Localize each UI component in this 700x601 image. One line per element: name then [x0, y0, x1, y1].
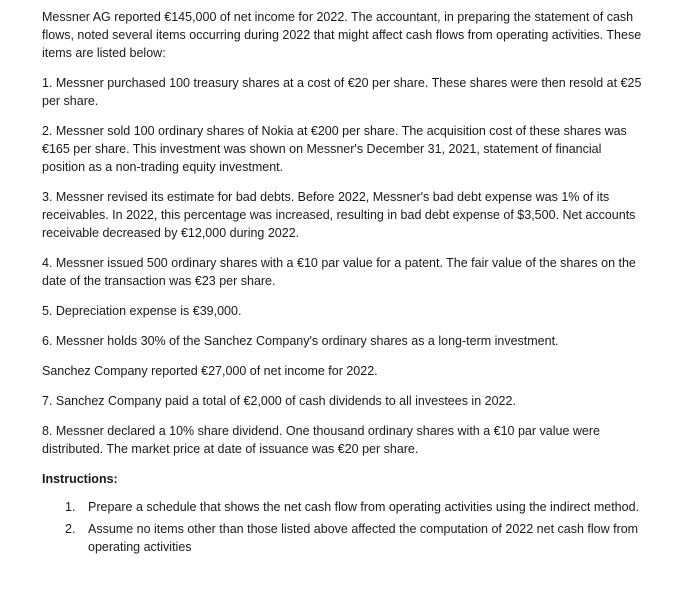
- document: [42, 8, 642, 560]
- item-5: 5. Depreciation expense is €39,000.: [42, 304, 242, 318]
- item-8: 8. Messner declared a 10% share dividend. One thousand ordinary shares with a €10 par value were distributed. The market price at date of issuance was €20 per share.: [42, 424, 600, 456]
- item-6: 6. Messner holds 30% of the Sanchez Company's ordinary shares as a long-term investment.: [42, 334, 559, 348]
- item-7: 7. Sanchez Company paid a total of €2,000 of cash dividends to all investees in 2022.: [42, 394, 516, 408]
- step-number: 1.: [65, 500, 76, 514]
- instruction-step-1: [65, 498, 642, 516]
- item-4: 4. Messner issued 500 ordinary shares with a €10 par value for a patent. The fair value of the shares on the date of the transaction was €23 per share.: [42, 256, 636, 288]
- item-1: 1. Messner purchased 100 treasury shares at a cost of €20 per share. These shares were then resold at €25 per share.: [42, 76, 642, 108]
- item-2: 2. Messner sold 100 ordinary shares of Nokia at €200 per share. The acquisition cost of these shares was €165 per share. This investment was shown on Messner's December 31, 2021, statement of financial position as a non-trading equity investment.: [42, 124, 627, 174]
- intro-paragraph: Messner AG reported €145,000 of net income for 2022. The accountant, in preparing the statement of cash flows, noted several items occurring during 2022 that might affect cash flows from operating activities. These items are listed below:: [42, 10, 642, 60]
- item-3: 3. Messner revised its estimate for bad debts. Before 2022, Messner's bad debt expense was 1% of its receivables. In 2022, this percentage was increased, resulting in bad debt expense of $3,500. Net accounts receivable decreased by €12,000 during 2022.: [42, 190, 636, 240]
- instruction-step-2: [65, 520, 642, 556]
- item-6-continued: Sanchez Company reported €27,000 of net income for 2022.: [42, 364, 378, 378]
- instructions-list: [42, 498, 642, 556]
- instructions-heading: Instructions:: [42, 472, 118, 486]
- step-text: Prepare a schedule that shows the net cash flow from operating activities using the indirect method.: [88, 500, 639, 514]
- step-text: Assume no items other than those listed above affected the computation of 2022 net cash flow from operating activities: [88, 522, 639, 554]
- step-number: 2.: [65, 522, 76, 536]
